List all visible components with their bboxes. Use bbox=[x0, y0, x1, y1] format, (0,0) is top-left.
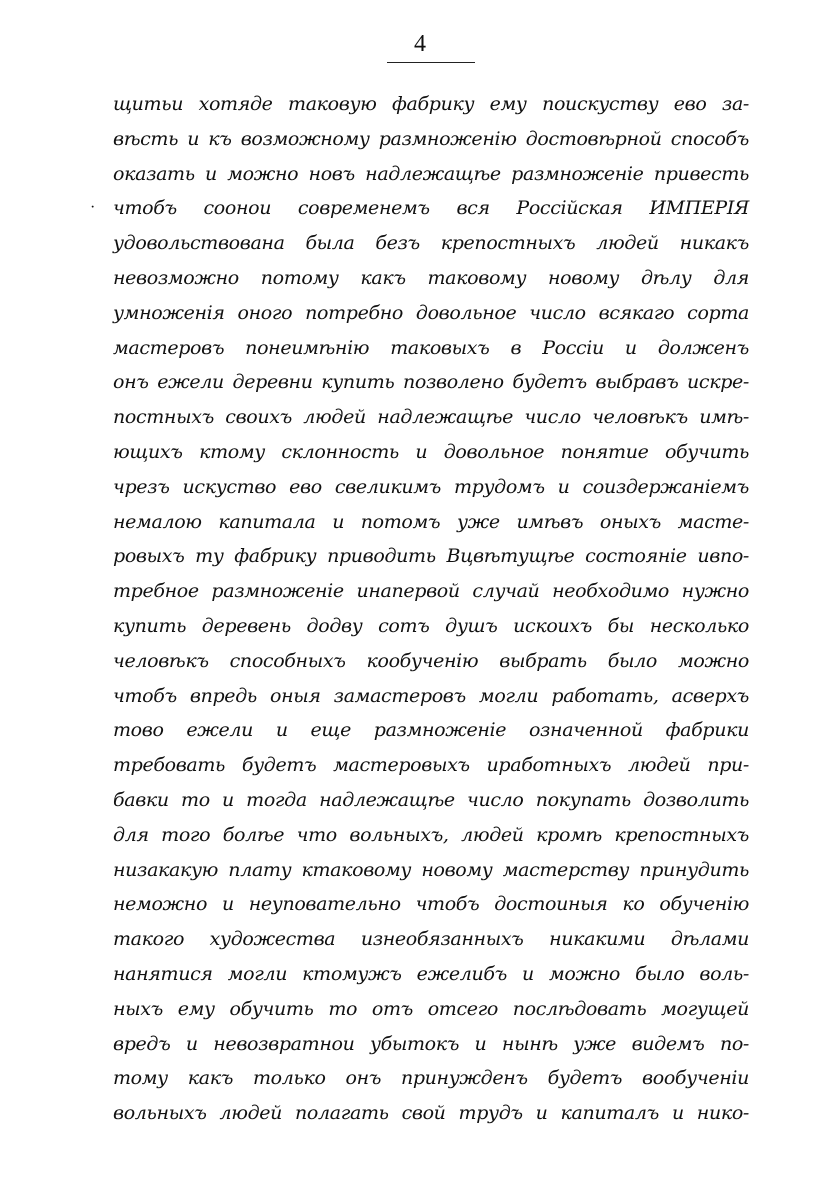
text-line: требное размноженіе инапервой случай необходимо нужно bbox=[113, 580, 749, 603]
text-line: ныхъ ему обучить то отъ отсего послѣдовать могущей bbox=[113, 997, 749, 1020]
text-line: вѣсть и къ возможному размноженію достовѣрной способъ bbox=[113, 127, 749, 150]
text-line: немалою капитала и потомъ уже имѣвъ оныхъ масте- bbox=[113, 510, 749, 533]
text-line: тому какъ только онъ принужденъ будетъ вообученіи bbox=[113, 1067, 749, 1090]
text-line: ющихъ ктому склонность и довольное понятие обучить bbox=[113, 440, 749, 463]
text-line: онъ ежели деревни купить позволено будетъ выбравъ искре- bbox=[113, 371, 749, 394]
text-line: чтобъ сооноu современемъ вся Россійская ИМПЕРІЯ bbox=[113, 197, 749, 220]
header-rule bbox=[387, 62, 475, 63]
text-line: человѣкъ способныхъ кообученію выбрать было можно bbox=[113, 649, 749, 672]
text-line: нанятися могли ктомужъ ежелибъ и можно было воль- bbox=[113, 962, 749, 985]
text-line: для того болѣе что вольныхъ, людей кромѣ крепостныхъ bbox=[113, 823, 749, 846]
text-line: требовать будетъ мастеровыхъ иработныхъ людей при- bbox=[113, 754, 749, 777]
text-line: бавки то и тогда надлежащѣе число покупать дозволить bbox=[113, 788, 749, 811]
page-number: 4 bbox=[414, 31, 426, 57]
margin-mark: · bbox=[90, 199, 96, 216]
text-line: оказать и можно новъ надлежащѣе размноженіе привесть bbox=[113, 162, 749, 185]
body-text bbox=[113, 87, 749, 1131]
text-line: такого художества изнеобязанныхъ никакими дѣлами bbox=[113, 928, 749, 951]
text-line: низакакую плату ктаковому новому мастерству принудить bbox=[113, 858, 749, 881]
text-line: вредъ и невозвратнои убытокъ и нынѣ уже видемъ по- bbox=[113, 1032, 749, 1055]
text-line: чрезъ искуство ево свеликимъ трудомъ и соиздержаніемъ bbox=[113, 475, 749, 498]
text-line: чтобъ впредь оныя замастеровъ могли работать, асверхъ bbox=[113, 684, 749, 707]
text-line: мастеровъ понеимѣнію таковыхъ в Россіи и долженъ bbox=[113, 336, 749, 359]
text-line: купить деревень додву сотъ душъ искоихъ бы несколько bbox=[113, 614, 749, 637]
text-line: постныхъ своихъ людей надлежащѣе число человѣкъ имѣ- bbox=[113, 406, 749, 429]
text-line: ровыхъ ту фабрику приводить Вцвѣтущѣе состояніе ивпо- bbox=[113, 545, 749, 568]
text-line: тово ежели и еще размноженіе означенной фабрики bbox=[113, 719, 749, 742]
text-line: невозможно потому какъ таковому новому дѣлу для bbox=[113, 266, 749, 289]
text-line: удовольствована была безъ крепостныхъ людей никакъ bbox=[113, 232, 749, 255]
text-line: умноженія оного потребно довольное число всякаго сорта bbox=[113, 301, 749, 324]
text-line: вольныхъ людей полагать свой трудъ и капиталъ и нико- bbox=[113, 1102, 749, 1125]
text-line: неможно и неуповательно чтобъ достоиныя ко обученію bbox=[113, 893, 749, 916]
text-line: щитьи хотяде таковую фабрику ему поискуству ево за- bbox=[113, 93, 749, 115]
